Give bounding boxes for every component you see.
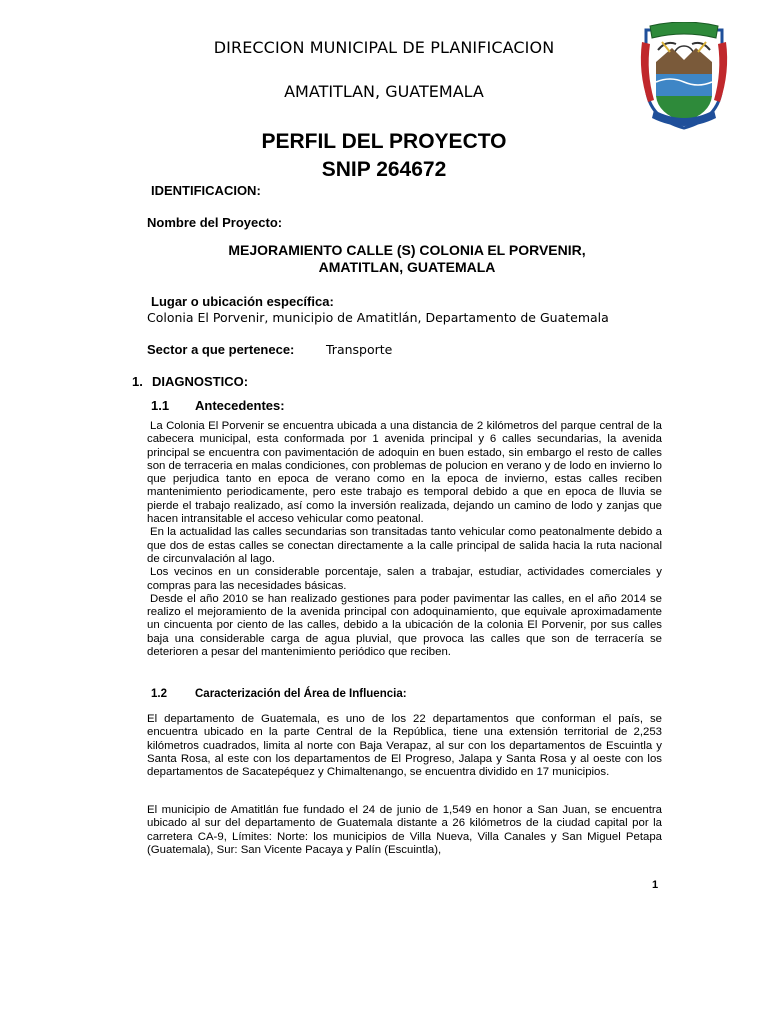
- diagnostico-heading: DIAGNOSTICO:: [152, 374, 249, 389]
- project-name: [130, 242, 684, 276]
- caracterizacion-paragraph-1: El departamento de Guatemala, es uno de los 22 departamentos que conforman el país, se encuentra ubicado en la parte Central de la República, tiene una extensión territorial de 2,253 kilómetros cuadrados, limita al norte con Baja Verapaz, al sur con los departamentos de Escuintla y Santa Rosa, al este con los departamentos de El Progreso, Jalapa y Santa Rosa y al oeste con los departamentos de Sacatepéquez y Chimaltenango, se encuentra dividido en 17 municipios.: [147, 713, 662, 779]
- document-title: [0, 128, 768, 184]
- lugar-value: Colonia El Porvenir, municipio de Amatitlán, Departamento de Guatemala: [147, 310, 609, 325]
- title-line-1: PERFIL DEL PROYECTO: [261, 130, 507, 153]
- page-number: 1: [652, 879, 659, 891]
- sector-value: Transporte: [326, 342, 393, 357]
- antecedentes-paragraph-4: Desde el año 2010 se han realizado gestiones para poder pavimentar las calles, en el año 2014 se realizo el mejoramiento de la avenida principal con adoquinamiento, que equivale aproximadamente un cincuenta por ciento de las calles, debido a la ubicación de la colonia El Porvenir, por sus calles baja una considerable carga de agua pluvial, que provoca las calles que son de terracería se deterioren a pesar del mantenimiento periódico que reciben.: [147, 592, 662, 659]
- antecedentes-paragraph-3: Los vecinos en un considerable porcentaje, salen a trabajar, estudiar, actividades comerciales y compras para las necesidades básicas.: [147, 566, 662, 592]
- caracterizacion-paragraph-2: El municipio de Amatitlán fue fundado el 24 de junio de 1,549 en honor a San Juan, se encuentra ubicado al sur del departamento de Guatemala distante a 26 kilómetros de la ciudad capital por la carretera CA-9, Límites: Norte: los municipios de Villa Nueva, Villa Canales y San Miguel Petapa (Guatemala), Sur: San Vicente Pacaya y Palín (Escuintla),: [147, 804, 662, 856]
- antecedentes-paragraph-2: En la actualidad las calles secundarias son transitadas tanto vehicular como peatonalmente debido a que dos de estas calles se conectan directamente a la calle principal de salida hacia la ruta nacional de circunvalación al lago.: [147, 526, 662, 565]
- antecedentes-heading: Antecedentes:: [195, 398, 285, 413]
- diagnostico-number: 1.: [132, 374, 143, 389]
- antecedentes-paragraph-1: La Colonia El Porvenir se encuentra ubicada a una distancia de 2 kilómetros del parque central de la cabecera municipal, esta conformada por 1 avenida principal y 6 calles secundarias, la avenida principal se encuentra con pavimentación de adoquin en buen estado, sin embargo el resto de calles son de terraceria en malas condiciones, con problemas de polucion en verano y de lodo en invierno lo que perjudica tanto en epoca de verano como en la epoca de invierno, estas calles reciben mantenimiento periodicamente, pero este trabajo es temporal debido a que en epoca de lluvia se pierde el trabajo realizado, así como la inversión realizada, dejando un camino de lodo y zanjas que hacen intransitable el acceso vehicular como peatonal.: [147, 420, 662, 526]
- project-name-line-1: MEJORAMIENTO CALLE (S) COLONIA EL PORVENIR,: [228, 242, 586, 258]
- header-directorate: DIRECCION MUNICIPAL DE PLANIFICACION: [213, 38, 555, 57]
- caracterizacion-number: 1.2: [151, 688, 167, 700]
- municipal-seal-logo: [636, 22, 732, 130]
- antecedentes-text: [147, 420, 662, 659]
- header-location: AMATITLAN, GUATEMALA: [284, 82, 484, 101]
- nombre-proyecto-label: Nombre del Proyecto:: [147, 215, 283, 230]
- caracterizacion-heading: Caracterización del Área de Influencia:: [195, 688, 407, 700]
- identificacion-label: IDENTIFICACION:: [151, 183, 261, 198]
- antecedentes-number: 1.1: [151, 398, 170, 413]
- project-name-line-2: AMATITLAN, GUATEMALA: [318, 259, 496, 275]
- lugar-label: Lugar o ubicación específica:: [151, 294, 334, 309]
- title-line-2-snip: SNIP 264672: [321, 158, 447, 181]
- sector-label: Sector a que pertenece:: [147, 342, 295, 357]
